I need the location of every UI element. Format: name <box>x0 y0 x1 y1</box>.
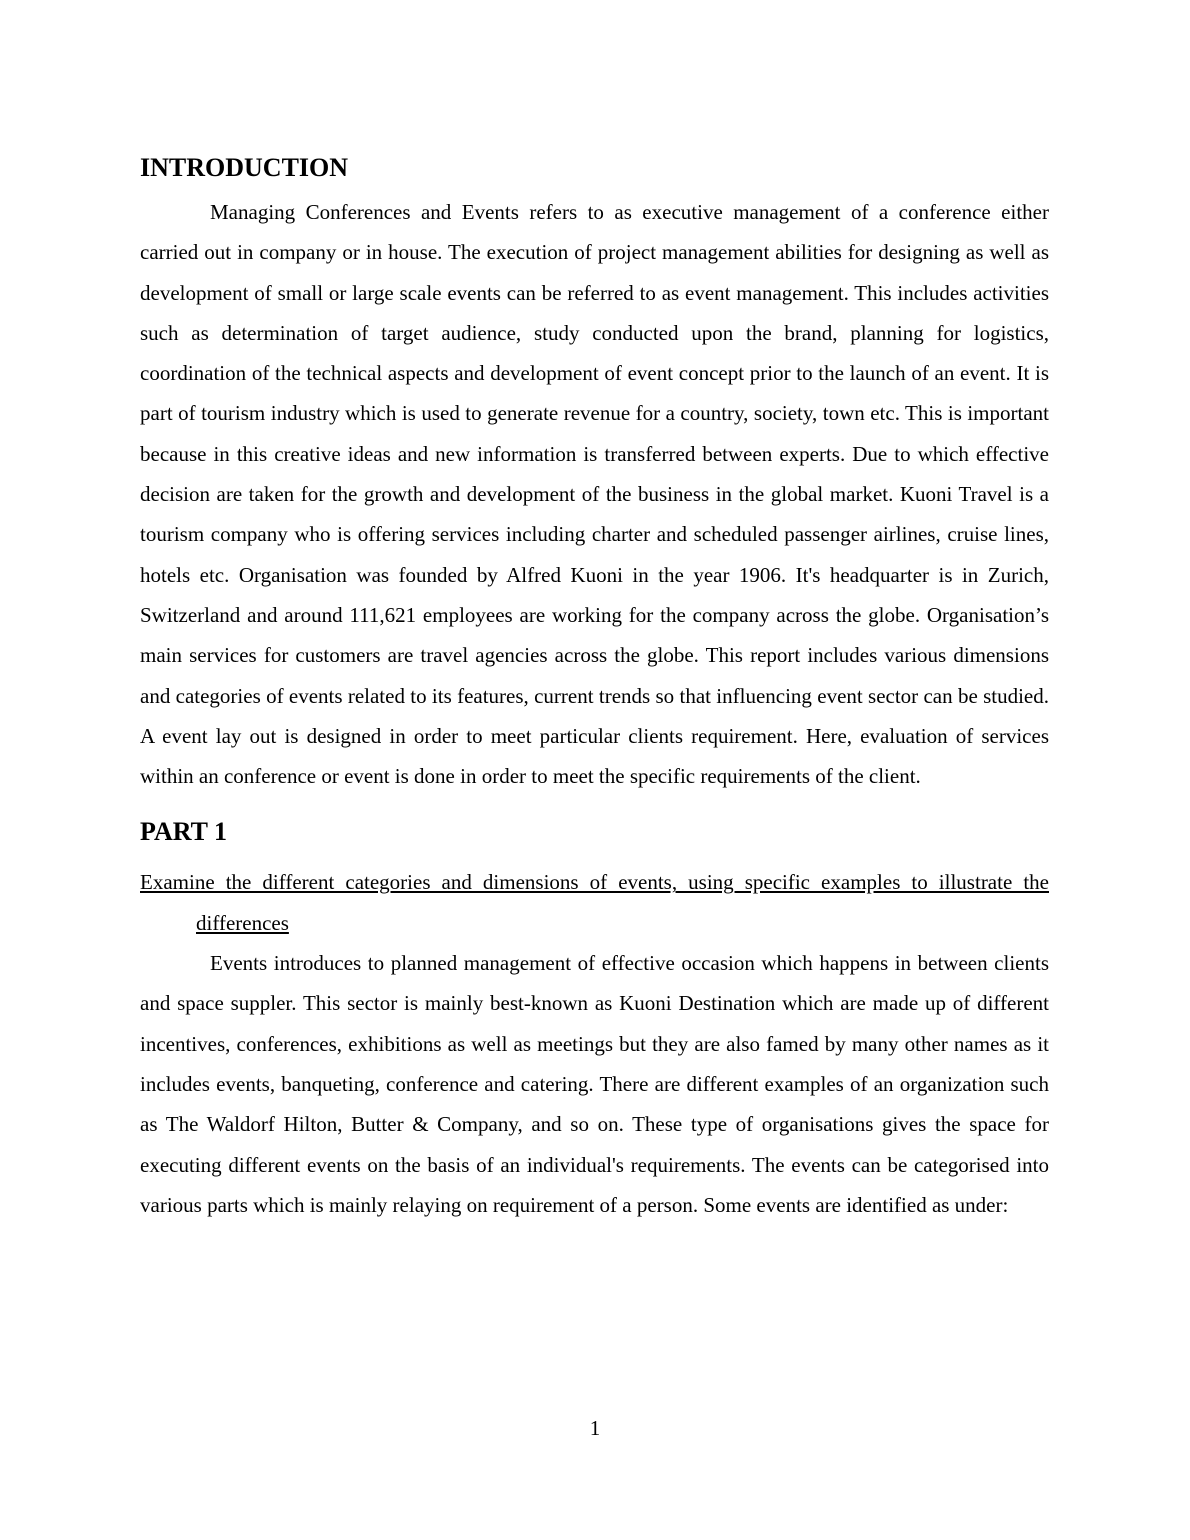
document-page <box>140 150 1049 1225</box>
introduction-heading: INTRODUCTION <box>140 153 349 182</box>
introduction-paragraph: Managing Conferences and Events refers to as executive management of a conference either carried out in company or in house. The execution of project management abilities for designing as well as development of small or large scale events can be referred to as event management. This includes activities such as determination of target audience, study conducted upon the brand, planning for logistics, coordination of the technical aspects and development of event concept prior to the launch of an event. It is part of tourism industry which is used to generate revenue for a country, society, town etc. This is important because in this creative ideas and new information is transferred between experts. Due to which effective decision are taken for the growth and development of the business in the global market. Kuoni Travel is a tourism company who is offering services including charter and scheduled passenger airlines, cruise lines, hotels etc. Organisation was founded by Alfred Kuoni in the year 1906. It's headquarter is in Zurich, Switzerland and around 111,621 employees are working for the company across the globe. Organisation’s main services for customers are travel agencies across the globe. This report includes various dimensions and categories of events related to its features, current trends so that influencing event sector can be studied. A event lay out is designed in order to meet particular clients requirement. Here, evaluation of services within an conference or event is done in order to meet the specific requirements of the client. <box>140 200 1049 789</box>
part1-subheading: Examine the different categories and dimensions of events, using specific examples to illustrate the differences <box>140 870 1049 935</box>
part1-paragraph: Events introduces to planned management of effective occasion which happens in between clients and space suppler. This sector is mainly best-known as Kuoni Destination which are made up of different incentives, conferences, exhibitions as well as meetings but they are also famed by many other names as it includes events, banqueting, conference and catering. There are different examples of an organization such as The Waldorf Hilton, Butter & Company, and so on. These type of organisations gives the space for executing different events on the basis of an individual's requirements. The events can be categorised into various parts which is mainly relaying on requirement of a person. Some events are identified as under: <box>140 951 1049 1217</box>
page-number: 1 <box>589 1416 601 1440</box>
part1-heading: PART 1 <box>140 817 227 847</box>
